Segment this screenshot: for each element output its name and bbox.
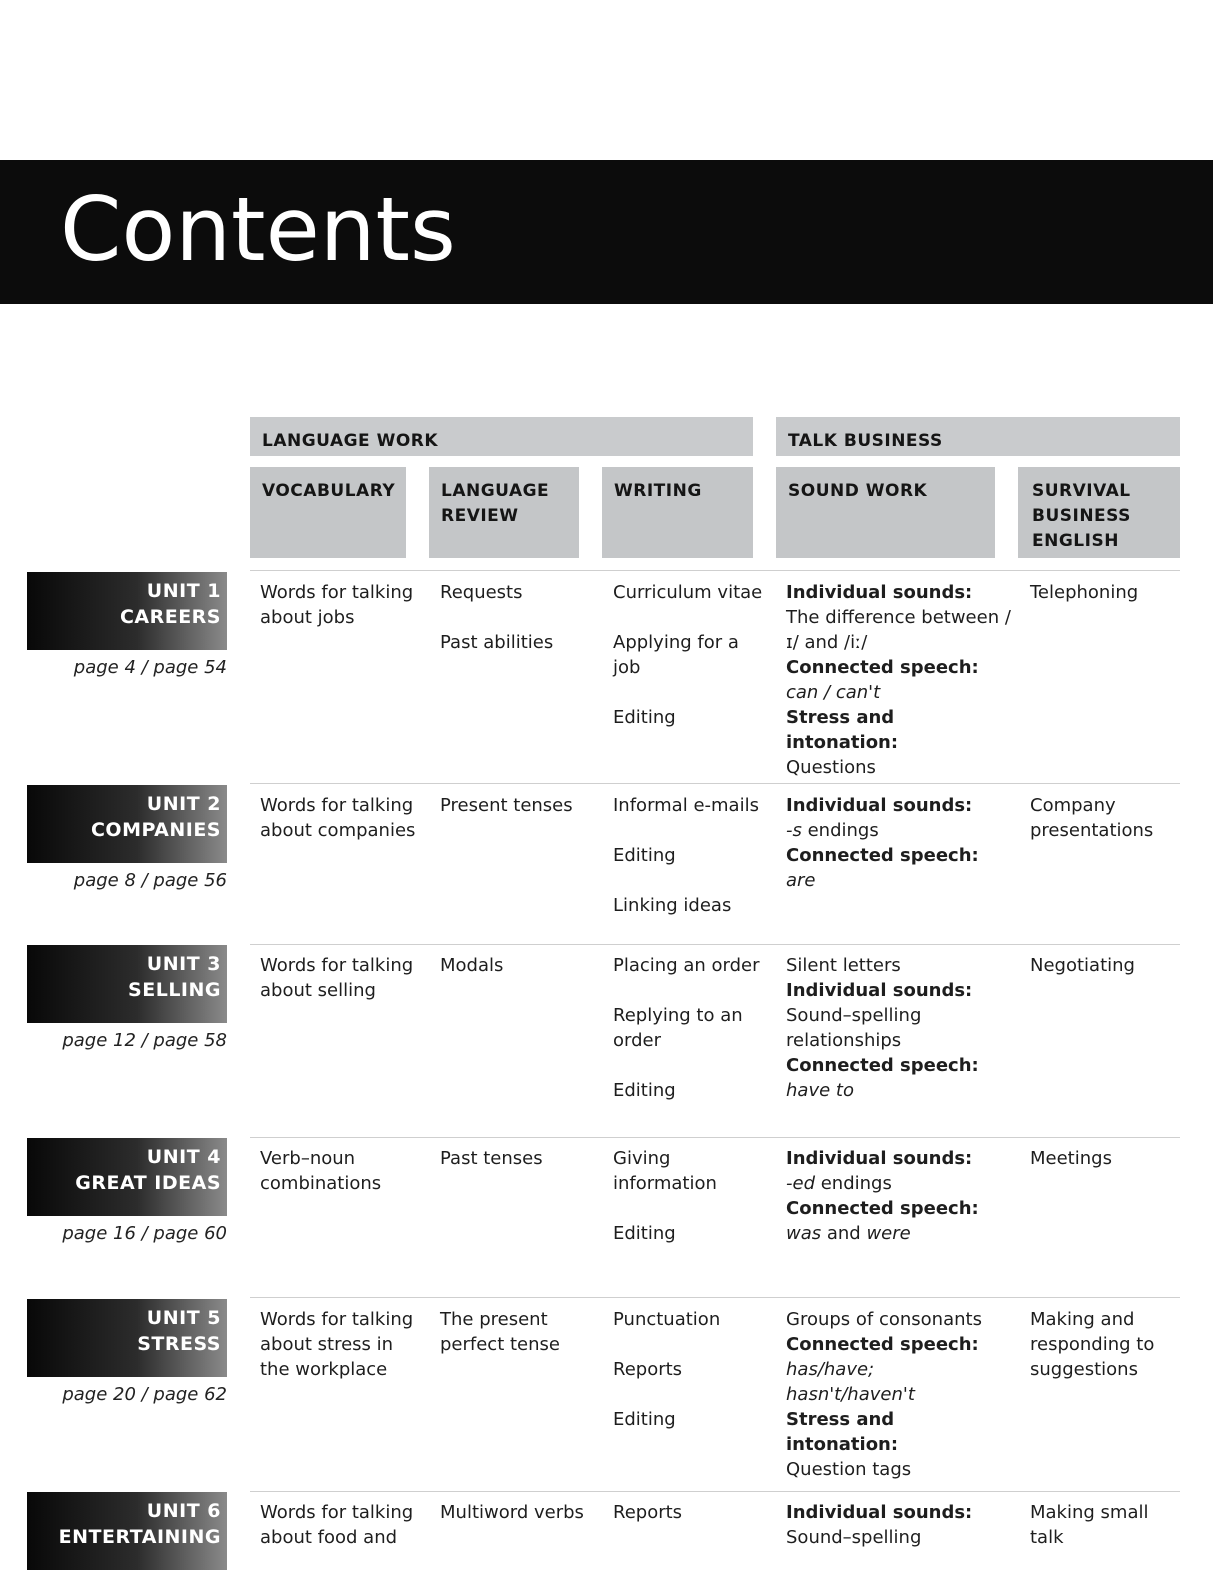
- cell-item: Editing: [613, 845, 676, 866]
- sound-item: are: [786, 870, 816, 891]
- sound-item: Question tags: [786, 1459, 912, 1480]
- cell-writing: [613, 793, 763, 918]
- cell-item: Past tenses: [440, 1148, 543, 1169]
- unit-block: [27, 572, 227, 650]
- row-divider: [250, 1491, 1180, 1492]
- sound-item: Groups of consonants: [786, 1309, 982, 1330]
- sound-heading: Individual sounds:: [786, 1148, 973, 1169]
- sound-item-italic: were: [866, 1223, 911, 1244]
- column-header-vocabulary: VOCABULARY: [250, 467, 406, 558]
- cell-item: Placing an order: [613, 955, 760, 976]
- cell-item: Editing: [613, 707, 676, 728]
- cell-language-review: [440, 953, 590, 978]
- sound-item-italic: was: [786, 1223, 822, 1244]
- cell-sound-work: [786, 580, 1011, 780]
- cell-item: The present perfect tense: [440, 1309, 560, 1355]
- group-header-talk-business: [776, 417, 1180, 456]
- sound-heading: Connected speech:: [786, 845, 979, 866]
- cell-survival: [1030, 793, 1180, 843]
- cell-item: Past abilities: [440, 632, 554, 653]
- cell-item: Words for talking about companies: [260, 795, 416, 841]
- sound-heading: Individual sounds:: [786, 795, 973, 816]
- unit-number: UNIT 6: [146, 1500, 221, 1522]
- row-divider: [250, 1297, 1180, 1298]
- cell-vocabulary: [260, 1307, 416, 1382]
- cell-item: Making small talk: [1030, 1502, 1149, 1548]
- unit-block: [27, 785, 227, 863]
- sound-heading: Connected speech:: [786, 1334, 979, 1355]
- sound-heading: Stress and intonation:: [786, 707, 899, 753]
- cell-writing: [613, 953, 763, 1103]
- cell-sound-work: [786, 1500, 1011, 1550]
- sound-item-italic: -ed: [786, 1173, 815, 1194]
- group-header-label: LANGUAGE WORK: [262, 431, 439, 451]
- cell-item: Present tenses: [440, 795, 573, 816]
- sound-item: have to: [786, 1080, 854, 1101]
- unit-block: [27, 1492, 227, 1570]
- cell-item: Requests: [440, 582, 523, 603]
- cell-item: Words for talking about jobs: [260, 582, 414, 628]
- sound-heading: Stress and intonation:: [786, 1409, 899, 1455]
- sound-heading: Individual sounds:: [786, 582, 973, 603]
- sound-heading: Connected speech:: [786, 657, 979, 678]
- cell-survival: [1030, 1500, 1180, 1550]
- unit-name: ENTERTAINING: [58, 1526, 221, 1548]
- sound-item: Questions: [786, 757, 876, 778]
- column-header-survival-business-english: SURVIVAL BUSINESS ENGLISH: [1018, 467, 1180, 558]
- cell-item: Reports: [613, 1359, 683, 1380]
- cell-language-review: [440, 580, 590, 655]
- sound-item: [786, 818, 1011, 843]
- unit-number: UNIT 3: [146, 953, 221, 975]
- cell-item: Multiword verbs: [440, 1502, 584, 1523]
- unit-name: STRESS: [137, 1333, 221, 1355]
- sound-item: Silent letters: [786, 955, 901, 976]
- sound-item: Sound–spelling: [786, 1527, 922, 1548]
- cell-item: Reports: [613, 1502, 683, 1523]
- cell-language-review: [440, 1307, 590, 1357]
- cell-item: Modals: [440, 955, 504, 976]
- sound-item: hasn't/haven't: [786, 1384, 915, 1405]
- cell-item: Punctuation: [613, 1309, 721, 1330]
- row-divider: [250, 1137, 1180, 1138]
- unit-block: [27, 945, 227, 1023]
- cell-item: Editing: [613, 1080, 676, 1101]
- cell-survival: [1030, 580, 1180, 605]
- cell-item: Linking ideas: [613, 895, 732, 916]
- unit-block: [27, 1138, 227, 1216]
- cell-item: Words for talking about selling: [260, 955, 414, 1001]
- unit-number: UNIT 1: [146, 580, 221, 602]
- cell-item: Words for talking about stress in the workplace: [260, 1309, 414, 1380]
- cell-item: Replying to an order: [613, 1005, 743, 1051]
- cell-survival: [1030, 953, 1180, 978]
- unit-name: GREAT IDEAS: [75, 1172, 221, 1194]
- cell-writing: [613, 1307, 763, 1432]
- cell-sound-work: [786, 1307, 1011, 1482]
- cell-sound-work: [786, 1146, 1011, 1246]
- unit-page-reference[interactable]: page 4 / page 54: [73, 657, 227, 678]
- cell-item: Making and responding to suggestions: [1030, 1309, 1155, 1380]
- sound-heading: Individual sounds:: [786, 1502, 973, 1523]
- sound-heading: Connected speech:: [786, 1198, 979, 1219]
- cell-survival: [1030, 1146, 1180, 1171]
- unit-name: CAREERS: [119, 606, 221, 628]
- cell-writing: [613, 1500, 763, 1525]
- sound-heading: Individual sounds:: [786, 980, 973, 1001]
- cell-language-review: [440, 1500, 590, 1525]
- sound-item-text: endings: [801, 820, 879, 841]
- sound-item: [786, 1221, 1011, 1246]
- cell-vocabulary: [260, 953, 416, 1003]
- unit-number: UNIT 2: [146, 793, 221, 815]
- cell-writing: [613, 1146, 763, 1246]
- sound-heading: Connected speech:: [786, 1055, 979, 1076]
- sound-item: can / can't: [786, 682, 881, 703]
- cell-item: Applying for a job: [613, 632, 739, 678]
- column-header-sound-work: SOUND WORK: [776, 467, 995, 558]
- sound-item-italic: -s: [786, 820, 802, 841]
- unit-number: UNIT 5: [146, 1307, 221, 1329]
- sound-item: [786, 1171, 1011, 1196]
- row-divider: [250, 783, 1180, 784]
- cell-item: Editing: [613, 1409, 676, 1430]
- cell-item: Company presentations: [1030, 795, 1154, 841]
- cell-item: Giving information: [613, 1148, 717, 1194]
- title-banner: [0, 160, 1213, 304]
- cell-language-review: [440, 793, 590, 818]
- unit-number: UNIT 4: [146, 1146, 221, 1168]
- column-header-writing: WRITING: [602, 467, 753, 558]
- cell-item: Negotiating: [1030, 955, 1135, 976]
- cell-vocabulary: [260, 1500, 416, 1550]
- cell-item: Editing: [613, 1223, 676, 1244]
- row-divider: [250, 570, 1180, 571]
- cell-language-review: [440, 1146, 590, 1171]
- sound-item: The difference between /ɪ/ and /iː/: [786, 607, 1011, 653]
- cell-vocabulary: [260, 580, 416, 630]
- cell-item: Verb–noun combinations: [260, 1148, 382, 1194]
- unit-name: COMPANIES: [90, 819, 221, 841]
- page-title: Contents: [60, 178, 456, 281]
- sound-item: Sound–spelling relationships: [786, 1005, 922, 1051]
- cell-sound-work: [786, 953, 1011, 1103]
- row-divider: [250, 944, 1180, 945]
- cell-vocabulary: [260, 1146, 416, 1196]
- unit-name: SELLING: [128, 979, 221, 1001]
- cell-vocabulary: [260, 793, 416, 843]
- cell-writing: [613, 580, 763, 730]
- sound-item-text: and: [821, 1223, 867, 1244]
- unit-page-reference[interactable]: page 20 / page 62: [62, 1384, 227, 1405]
- unit-page-reference[interactable]: page 12 / page 58: [62, 1030, 227, 1051]
- unit-block: [27, 1299, 227, 1377]
- column-header-language-review: LANGUAGE REVIEW: [429, 467, 579, 558]
- group-header-label: TALK BUSINESS: [788, 431, 943, 451]
- cell-item: Meetings: [1030, 1148, 1112, 1169]
- cell-item: Telephoning: [1030, 582, 1139, 603]
- cell-survival: [1030, 1307, 1180, 1382]
- cell-item: Informal e-mails: [613, 795, 759, 816]
- cell-sound-work: [786, 793, 1011, 893]
- unit-page-reference[interactable]: page 8 / page 56: [73, 870, 227, 891]
- unit-page-reference[interactable]: page 16 / page 60: [62, 1223, 227, 1244]
- cell-item: Curriculum vitae: [613, 582, 763, 603]
- cell-item: Words for talking about food and: [260, 1502, 414, 1548]
- sound-item: has/have;: [786, 1359, 875, 1380]
- group-header-language-work: [250, 417, 753, 456]
- sound-item-text: endings: [815, 1173, 892, 1194]
